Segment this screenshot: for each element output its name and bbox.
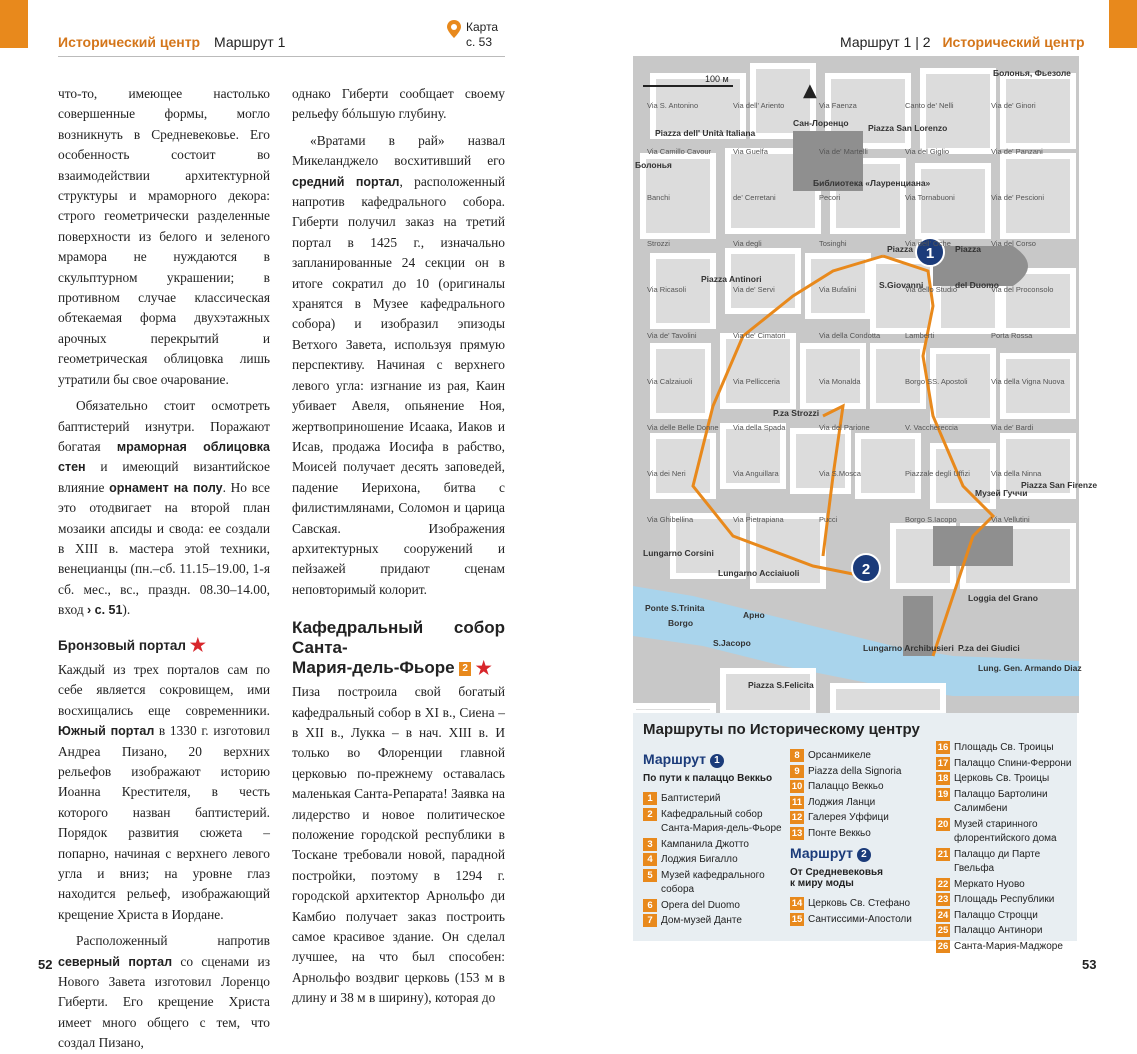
map-street-label: Via de' Cimatori	[733, 331, 786, 340]
map-street-label: Canto de' Nelli	[905, 101, 954, 110]
map-street-label: Via degli	[733, 239, 762, 248]
legend-label: Палаццо Антинори	[954, 925, 1043, 936]
legend-item	[790, 749, 930, 764]
text-column-2	[292, 84, 505, 1009]
legend-item	[790, 811, 930, 826]
map-street-label: Strozzi	[647, 239, 670, 248]
legend-label: Кампанила Джотто	[661, 838, 749, 850]
map-street-label: Via della Vigna Nuova	[991, 377, 1065, 386]
map-place-label: Piazza San Lorenzo	[868, 123, 948, 133]
corner-tab-left	[0, 0, 28, 48]
map-street-label: Via Vellutini	[991, 515, 1030, 524]
route-title: Маршрут 1	[214, 34, 286, 50]
map-street-label: Lamberti	[905, 331, 935, 340]
map-place-label: Lung. Gen. Armando Diaz	[978, 663, 1082, 673]
sight-number-badge: 2	[459, 662, 471, 676]
section-title-right: Исторический центр	[942, 34, 1085, 50]
map-street-label: Via del Corso	[991, 239, 1036, 248]
map-street-label: Pucci	[819, 515, 838, 524]
legend-label: Санта-Мария-Маджоре	[954, 940, 1063, 952]
legend-number: 19	[937, 788, 949, 800]
legend-label: Палаццо Бартолини Салимбени	[954, 788, 1048, 814]
legend-title: Маршруты по Историческому центру	[643, 721, 920, 738]
map-street-label: Piazzale degli Uffizi	[905, 469, 970, 478]
map-street-label: Via del Giglio	[905, 147, 950, 156]
legend-number: 11	[791, 796, 803, 808]
city-map[interactable]	[633, 56, 1098, 713]
map-place-label: S.Giovanni	[879, 280, 924, 290]
map-street-label: Via Camillo Cavour	[647, 147, 712, 156]
map-street-label: Via dello Studio	[905, 285, 957, 294]
map-pin-icon	[447, 20, 461, 38]
map-place-label: Piazza dell' Unità Italiana	[655, 128, 756, 138]
map-street-label: Via de' Martelli	[819, 147, 868, 156]
legend-label: Opera del Duomo	[661, 899, 740, 911]
legend-item	[790, 765, 930, 780]
north-arrow-icon: ▲	[803, 80, 817, 101]
legend-item	[790, 780, 930, 795]
legend-label: Баптистерий	[661, 793, 721, 804]
paragraph: «Вратами в рай» назвал Микеланджело восхитивший его средний портал, расположенный напротив кафедрального собора. Гиберти получил заказ на третий портал в 1425 г., изначально запланированные 24 секции он в итоге сократил до 10 (оригиналы хранятся в Музее кафедрального собора) и изобразил эпизоды Ветхого Завета, используя прямую перспективу. Начиная с верхнего левого угла: изгнание из рая, Каин убивает Авеля, опьянение Ноя, жертвоприношение Исаака, Иаков и Исав, продажа Иосифа в рабство, Моисей получает десять заповедей, падение Иерихона, битва с филистимлянами, Соломон и царица Савская. Изображения архитектурных сооружений и пейзажей придают сценам неповторимый колорит.	[292, 132, 505, 597]
legend-label: Церковь Св. Стефано	[808, 898, 911, 909]
header-rule-left	[58, 56, 505, 57]
map-street-label: Via Monalda	[819, 377, 861, 386]
legend-item	[643, 808, 783, 837]
legend-column-1	[643, 749, 783, 930]
map-street-label: Via Faenza	[819, 101, 857, 110]
map-street-label: Via della Condotta	[819, 331, 881, 340]
map-ref-label: Карта	[466, 20, 499, 34]
legend-item	[643, 869, 783, 898]
legend-item	[643, 914, 783, 929]
legend-number: 8	[790, 749, 804, 762]
map-ref-page: с. 53	[466, 35, 493, 49]
legend-label: Лоджия Ланци	[808, 796, 876, 808]
page-link[interactable]: › с. 51	[86, 603, 123, 618]
map-street-label: Via della Ninna	[991, 469, 1042, 478]
legend-number: 1	[643, 792, 657, 805]
route-2-heading: Маршрут 2	[790, 845, 930, 862]
legend-label: Лоджия Бигалло	[661, 854, 738, 865]
legend-number: 4	[643, 853, 657, 866]
map-place-label: S.Jacopo	[713, 638, 751, 648]
map-place-label: del Duomo	[955, 280, 999, 290]
legend-label: Музей старинного флорентийского дома	[954, 818, 1057, 844]
legend-number: 23	[937, 894, 949, 905]
legend-item	[936, 788, 1074, 817]
map-street-label: Via Ghibellina	[647, 515, 694, 524]
map-place-label: Lungarno Archibusieri	[863, 643, 954, 653]
map-place-label: Lungarno Corsini	[643, 548, 714, 558]
map-street-label: Via delle Belle Donne	[647, 423, 719, 432]
map-street-label: Via dell' Ariento	[733, 101, 785, 110]
legend-label: Понте Веккьо	[808, 827, 871, 839]
route-legend	[633, 713, 1077, 952]
legend-number: 13	[791, 827, 803, 839]
legend-label: Сантиссими-Апостоли	[808, 913, 912, 925]
legend-number: 12	[791, 812, 803, 823]
legend-item	[790, 913, 930, 928]
map-street-label: Via Bufalini	[819, 285, 857, 294]
legend-label: Палаццо Веккьо	[808, 781, 884, 792]
palazzo-vecchio	[933, 526, 1013, 566]
legend-label: Галерея Уффици	[808, 812, 889, 823]
map-place-label: Piazza Antinori	[701, 274, 762, 284]
paragraph: что-то, имеющее настолько совершенные формы, могло возникнуть в Средневековье. Его особенность состоит во взаимодействии архитектурной структуры и мраморного декора: строго геометрически разделенные поверхности из белого и зеленого мрамора не нуждаются в скульптурном украшении; в противном случае классическая обтекаемая форма двухэтажных арочных перекрытий и геометрическая облицовка лишь утратили бы свое очарование.	[58, 86, 270, 387]
route-title-right: Маршрут 1 | 2	[840, 34, 931, 50]
map-street-label: Via Guelfa	[733, 147, 768, 156]
legend-item	[936, 818, 1074, 847]
legend-label: Орсанмикеле	[808, 750, 871, 761]
map-street-label: Via de' Panzani	[991, 147, 1043, 156]
heading-bronze-portal: Бронзовый портал ★	[58, 634, 206, 655]
legend-number: 2	[643, 808, 657, 821]
legend-label: Палаццо Строцци	[954, 909, 1038, 921]
map-street-label: Via Calzaiuoli	[647, 377, 693, 386]
legend-number: 15	[791, 913, 803, 925]
legend-label: Дом-музей Данте	[661, 915, 742, 926]
map-street-label: Pecori	[819, 193, 841, 202]
section-title: Исторический центр	[58, 34, 201, 50]
map-place-label: P.za Strozzi	[773, 408, 820, 418]
map-street-label: Via Tornabuoni	[905, 193, 955, 202]
legend-label: Меркато Нуово	[954, 878, 1025, 890]
map-street-label: Porta Rossa	[991, 331, 1033, 340]
corner-tab-right	[1109, 0, 1137, 48]
paragraph: Пиза построила свой богатый кафедральный собор в XI в., Сиена – в XII в., Лукка – в нач. XIII в. И только во Флоренции главной церковью по-прежнему оставалась маленькая Санта-Репарата! Заявка на лидерство и новое политическое положение городской республики в Тоскане требовали новой, парадной постройки, поэтому в 1294 г. городской архитектор Арнольфо ди Камбио получает заказ построить самое красивое здание. Он сделал лучшее, на что был способен: Арнольфо воздвиг церковь (153 м в длину и 38 м в ширину), которая до	[292, 684, 505, 1006]
route-marker-2[interactable]	[852, 554, 880, 582]
map-place-label: Piazza San Firenze	[1021, 480, 1098, 490]
map-place-label: Ponte S.Trinita	[645, 603, 705, 613]
legend-label: Кафедральный собор Санта-Мария-дель-Фьоре	[661, 808, 782, 834]
legend-item	[936, 909, 1074, 924]
left-page-header	[58, 34, 285, 50]
map-place-label: Болонья, Фьезоле	[993, 68, 1071, 78]
legend-label: Площадь Республики	[954, 894, 1055, 905]
legend-number: 21	[937, 848, 949, 860]
legend-number: 9	[790, 765, 804, 778]
right-page-header	[840, 34, 1085, 50]
map-street-label: Via del Parione	[819, 423, 870, 432]
legend-number: 24	[937, 909, 949, 921]
map-place-label: Lungarno Acciaiuoli	[718, 568, 800, 578]
svg-text:100 м: 100 м	[705, 74, 729, 84]
legend-label: Площадь Св. Троицы	[954, 742, 1054, 753]
legend-item	[936, 757, 1074, 772]
map-street-label: Via de' Servi	[733, 285, 775, 294]
legend-number: 6	[643, 899, 657, 912]
legend-number: 10	[791, 781, 803, 792]
svg-text:1: 1	[925, 245, 935, 262]
legend-item	[790, 897, 930, 912]
map-street-label: Via della Spada	[733, 423, 786, 432]
paragraph: Каждый из трех порталов сам по себе является сокровищем, ими восхищались еще современники. Южный портал в 1330 г. изготовил Андреа Пизано, 20 верхних рельефов изображают историю Иоанна Крестителя, в честь которого назван баптистерий. Порядок развития сюжета – попарно, начиная с верхнего левого угла и вниз; на уровне глаз находится рельеф, изображающий крещение Христа в Иордане.	[58, 661, 270, 922]
map-place-label: Borgo	[668, 618, 694, 628]
map-street-label: Via dell' Oche	[905, 239, 951, 248]
map-street-label: Via Pietrapiana	[733, 515, 784, 524]
legend-label: Палаццо Спини-Феррони	[954, 757, 1072, 769]
legend-item	[790, 796, 930, 811]
page-number-right: 53	[1082, 957, 1097, 972]
legend-number: 5	[643, 869, 657, 882]
legend-label: Церковь Св. Троицы	[954, 773, 1050, 784]
map-street-label: V. Vacchereccia	[905, 423, 958, 432]
star-icon: ★	[189, 634, 206, 655]
paragraph: Обязательно стоит осмотреть баптистерий изнутри. Поражают богатая мраморная облицовка стен и имеющий византийское влияние орнамент на полу. Но все это отодвигает на второй план мозаики апсиды и свода: ее создали в XIII в. мастера этой техники, венецианцы (пн.–сб. 11.15–19.00, 1-я сб. мес., вс., праздн. 08.30–14.00, вход › с. 51).	[58, 398, 270, 618]
map-place-label: Болонья	[635, 160, 672, 170]
map-street-label: Via S. Antonino	[647, 101, 699, 110]
map-street-label: Via de' Bardi	[991, 423, 1034, 432]
legend-item	[936, 924, 1074, 939]
map-place-label: Piazza S.Felicita	[748, 680, 814, 690]
paragraph: однако Гиберти сообщает своему рельефу бóльшую глубину.	[292, 86, 505, 122]
legend-number: 22	[937, 878, 949, 890]
legend-number: 16	[937, 742, 949, 753]
legend-number: 7	[643, 914, 657, 927]
map-place-label: P.za dei Giudici	[958, 643, 1020, 653]
legend-item	[790, 827, 930, 842]
legend-label: Музей кафедрального собора	[661, 869, 765, 895]
map-street-label: Via Pellicceria	[733, 377, 780, 386]
map-place-label: Piazza	[887, 244, 913, 254]
svg-text:2: 2	[861, 561, 871, 578]
legend-number: 25	[937, 925, 949, 936]
map-reference[interactable]	[466, 20, 498, 50]
map-street-label: Via de' Ginori	[991, 101, 1036, 110]
legend-number: 17	[937, 757, 949, 769]
map-street-label: Borgo S.Iacopo	[905, 515, 957, 524]
map-street-label: Via del Proconsolo	[991, 285, 1054, 294]
legend-item	[936, 772, 1074, 787]
legend-item	[936, 893, 1074, 908]
text-column-1	[58, 84, 270, 1054]
legend-number: 14	[791, 898, 803, 909]
legend-item	[643, 899, 783, 914]
map-street-label: Via Ricasoli	[647, 285, 687, 294]
map-place-label: Библиотека «Лауренциана»	[813, 178, 931, 188]
map-place-label: Музей Гуччи	[975, 488, 1028, 498]
map-street-label: Borgo SS. Apostoli	[905, 377, 968, 386]
map-place-label: Piazza	[955, 244, 981, 254]
legend-column-2	[790, 749, 930, 928]
legend-item	[643, 838, 783, 853]
map-place-label: Loggia del Grano	[968, 593, 1038, 603]
legend-item	[936, 878, 1074, 893]
legend-number: 26	[937, 940, 949, 952]
route-1-heading: Маршрут 1	[643, 751, 783, 768]
map-street-label: Via Anguillara	[733, 469, 779, 478]
legend-number: 20	[937, 818, 949, 830]
route-1-subtitle: По пути к палаццо Веккьо	[643, 773, 773, 784]
map-place-label: Арно	[743, 610, 765, 620]
legend-label: Piazza della Signoria	[808, 765, 902, 777]
paragraph: Расположенный напротив северный портал со сценами из Нового Завета изготовил Лоренцо Гиберти. Его крещение Христа имеет много общего с тем, что создал Пизано,	[58, 933, 270, 1051]
map-street-label: de' Cerretani	[733, 193, 776, 202]
map-street-label: Via de' Pescioni	[991, 193, 1044, 202]
legend-label: Палаццо ди Парте Гвельфа	[954, 848, 1041, 874]
map-street-label: Via de' Tavolini	[647, 331, 697, 340]
star-icon: ★	[475, 658, 492, 679]
map-place-label: Сан-Лоренцо	[793, 118, 849, 128]
legend-number: 3	[643, 838, 657, 851]
map-street-label: Via dei Neri	[647, 469, 686, 478]
map-street-label: Tosinghi	[819, 239, 847, 248]
legend-number: 18	[937, 773, 949, 784]
page-number-left: 52	[38, 957, 53, 972]
legend-item	[936, 848, 1074, 877]
heading-cathedral: Кафедральный собор Санта- Мария-дель-Фьоре 2 ★	[292, 618, 505, 679]
legend-column-3	[936, 741, 1074, 955]
map-street-label: Via S.Mosca	[819, 469, 861, 478]
route-2-subtitle: От Средневековья к миру моды	[790, 867, 883, 889]
legend-item	[643, 853, 783, 868]
map-street-label: Banchi	[647, 193, 670, 202]
legend-item	[643, 792, 783, 807]
legend-item	[936, 940, 1074, 955]
legend-item	[936, 741, 1074, 756]
